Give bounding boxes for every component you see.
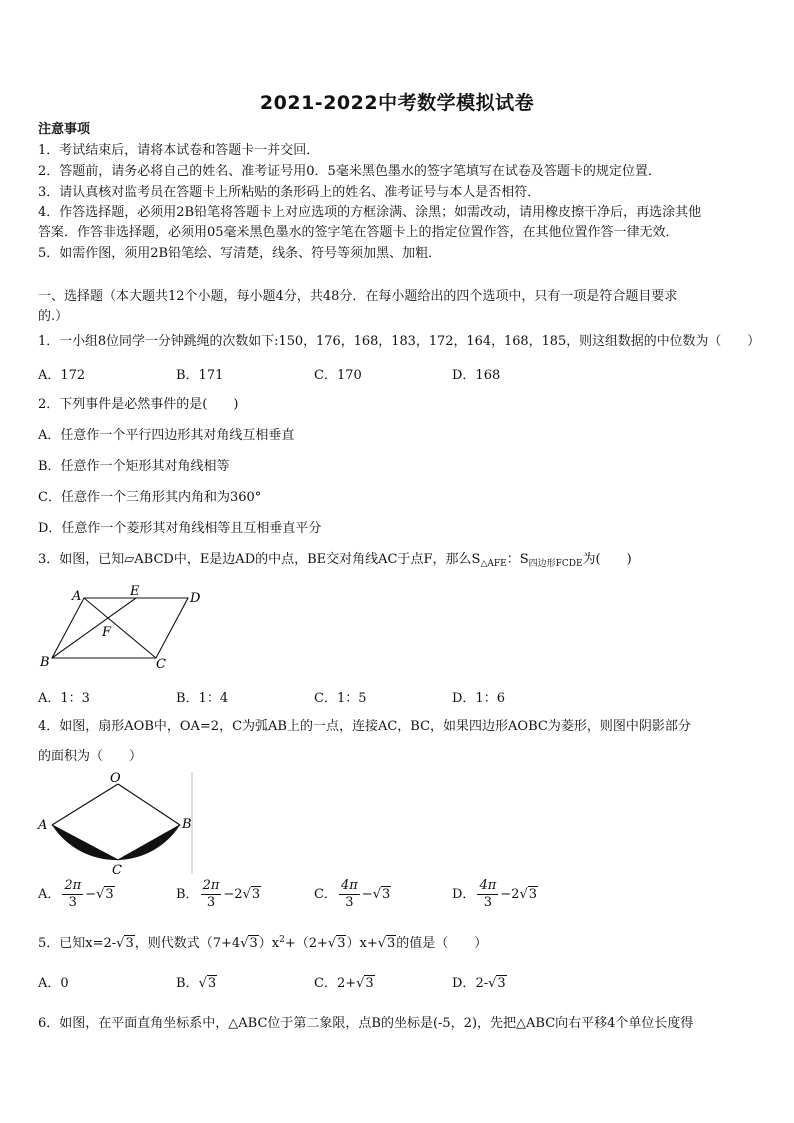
- option-d[interactable]: D．任意作一个菱形其对角线相等且互相垂直平分: [38, 521, 322, 536]
- area-subscript-2: 四边形FCDE: [528, 559, 583, 569]
- fraction: [62, 878, 83, 911]
- stem-part: ）x+: [346, 936, 378, 951]
- option-c[interactable]: C．1：5: [314, 691, 367, 706]
- radicand: 3: [497, 976, 506, 991]
- question-6-stem: 6．如图，在平面直角坐标系中，△ABC位于第二象限，点B的坐标是(-5，2)，先把△ABC向右平移4个单位长度得: [38, 1016, 694, 1031]
- option-a[interactable]: [38, 972, 69, 991]
- square-root: √3: [377, 936, 396, 951]
- question-4-stem: 4．如图，扇形AOB中，OA=2，C为弧AB上的一点，连接AC，BC，如果四边形AOBC为菱形，则图中阴影部分: [38, 719, 691, 734]
- option-c[interactable]: [314, 878, 391, 911]
- label-f: F: [102, 625, 112, 640]
- chord-bc: [118, 825, 180, 860]
- numerator: 4π: [479, 878, 497, 893]
- option-a[interactable]: [38, 878, 115, 911]
- square-root: √3: [116, 936, 134, 951]
- option-a[interactable]: A．1：3: [38, 691, 90, 706]
- radicand: 3: [365, 976, 374, 991]
- question-3-stem: [38, 551, 632, 573]
- question-1-stem: 1．一小组8位同学一分钟跳绳的次数如下:150，176，168，183，172，164，168，185，则这组数据的中位数为（ ）: [38, 334, 761, 349]
- radius-oa: [52, 784, 118, 825]
- radicand: 3: [105, 887, 114, 902]
- radicand: 3: [337, 936, 346, 951]
- operator: −: [223, 887, 235, 902]
- option-letter: A．: [38, 976, 61, 991]
- notice-heading: 注意事项: [38, 122, 91, 137]
- option-a[interactable]: A．任意作一个平行四边形其对角线互相垂直: [38, 428, 295, 443]
- option-letter: B．: [176, 976, 199, 991]
- option-letter: D．: [452, 887, 476, 902]
- option-letter: C．: [314, 887, 337, 902]
- option-letter: A．: [38, 887, 61, 902]
- coefficient: 2: [234, 887, 243, 902]
- radicand: 3: [387, 936, 396, 951]
- square-root: √3: [242, 887, 261, 902]
- option-value: 0: [60, 976, 69, 991]
- square-root: √3: [372, 887, 391, 902]
- stem-part: +（2+: [284, 936, 328, 951]
- radicand: 3: [251, 887, 261, 902]
- radicand: 3: [125, 936, 134, 951]
- option-value: 2-: [475, 976, 489, 991]
- square-root: √3: [327, 936, 346, 951]
- square-root: √3: [519, 887, 538, 902]
- label-c: C: [112, 863, 122, 876]
- stem-part: ，则代数式（7+4: [134, 936, 241, 951]
- notice-item: 2．答题前，请务必将自己的姓名、准考证号用0．5毫米黑色墨水的签字笔填写在试卷及答题卡的规定位置．: [38, 164, 661, 179]
- notice-item: 3．请认真核对监考员在答题卡上所粘贴的条形码上的姓名、准考证号与本人是否相符．: [38, 185, 541, 200]
- stem-part: ）x: [258, 936, 280, 951]
- label-a: A: [72, 589, 82, 604]
- chord-ac: [52, 825, 118, 860]
- square-root: √3: [488, 976, 506, 991]
- area-subscript-1: △AFE: [480, 559, 507, 569]
- square-root: √3: [356, 976, 374, 991]
- label-a: A: [38, 818, 48, 833]
- operator: −: [361, 887, 373, 902]
- question-4-stem-cont: 的面积为（ ）: [38, 749, 143, 764]
- option-b[interactable]: B．任意作一个矩形其对角线相等: [38, 459, 230, 474]
- option-d[interactable]: D．1：6: [452, 691, 505, 706]
- notice-item: 4．作答选择题，必须用2B铅笔将答题卡上对应选项的方框涂满、涂黑；如需改动，请用橡皮擦干净后，再选涂其他: [38, 205, 702, 220]
- notice-item: 5．如需作图，须用2B铅笔绘、写清楚，线条、符号等须加黑、加粗．: [38, 246, 442, 261]
- square-root: √3: [240, 936, 258, 951]
- label-c: C: [156, 657, 166, 672]
- option-letter: C．: [314, 976, 337, 991]
- section-heading-cont: 的.）: [38, 309, 69, 324]
- option-value: 2+: [336, 976, 357, 991]
- label-b: B: [40, 655, 50, 670]
- question-3-stem-b: ：S: [506, 552, 529, 567]
- sector-figure: [34, 770, 196, 876]
- radicand: 3: [207, 976, 217, 991]
- label-o: O: [110, 771, 121, 786]
- question-5-stem: [38, 931, 487, 953]
- square-root: √3: [96, 887, 114, 902]
- fraction: [339, 878, 360, 911]
- option-d[interactable]: D．168: [452, 368, 501, 383]
- option-b[interactable]: B．171: [176, 368, 224, 383]
- option-b[interactable]: [176, 972, 217, 991]
- notice-item: 1．考试结束后，请将本试卷和答题卡一并交回．: [38, 143, 320, 158]
- label-e: E: [130, 584, 140, 599]
- operator: −: [500, 887, 512, 902]
- exponent: 2: [279, 935, 285, 945]
- option-letter: D．: [452, 976, 476, 991]
- question-5-options: [38, 972, 758, 994]
- exam-title: 2021-2022中考数学模拟试卷: [259, 92, 535, 114]
- question-1-options: [38, 364, 758, 386]
- option-c[interactable]: C．任意作一个三角形其内角和为360°: [38, 490, 262, 505]
- label-b: B: [182, 817, 192, 832]
- option-d[interactable]: [452, 972, 507, 991]
- coefficient: 2: [511, 887, 520, 902]
- section-heading: 一、选择题（本大题共12个小题，每小题4分，共48分．在每小题给出的四个选项中，只有一项是符合题目要求: [38, 289, 678, 304]
- radius-ob: [118, 784, 180, 825]
- option-b[interactable]: B．1：4: [176, 691, 229, 706]
- notice-item: 答案．作答非选择题，必须用05毫米黑色墨水的签字笔在答题卡上的指定位置作答，在其他位置作答一律无效．: [38, 225, 679, 240]
- denominator: 3: [345, 895, 354, 910]
- option-b[interactable]: [176, 878, 261, 911]
- operator: −: [85, 887, 97, 902]
- fraction: [201, 878, 222, 911]
- question-4-options: [38, 878, 758, 918]
- question-2-stem: 2．下列事件是必然事件的是( ): [38, 397, 239, 412]
- question-3-options: [38, 687, 758, 709]
- denominator: 3: [483, 895, 492, 910]
- parallelogram-figure: [36, 582, 216, 672]
- numerator: 2π: [202, 878, 220, 893]
- numerator: 4π: [340, 878, 358, 893]
- option-c[interactable]: [314, 972, 375, 991]
- denominator: 3: [206, 895, 216, 910]
- question-3-stem-c: 为( ): [582, 552, 632, 567]
- radicand: 3: [528, 887, 538, 902]
- stem-part: 5．已知x=2-: [38, 936, 117, 951]
- square-root: √3: [198, 976, 217, 991]
- option-d[interactable]: [452, 878, 538, 911]
- option-c[interactable]: C．170: [314, 368, 362, 383]
- radicand: 3: [249, 936, 258, 951]
- denominator: 3: [68, 895, 77, 910]
- radicand: 3: [381, 887, 391, 902]
- label-d: D: [190, 591, 201, 606]
- fraction: [477, 878, 498, 911]
- question-3-stem-a: 3．如图，已知▱ABCD中，E是边AD的中点，BE交对角线AC于点F，那么S: [38, 552, 481, 567]
- numerator: 2π: [64, 878, 82, 893]
- option-a[interactable]: A．172: [38, 368, 86, 383]
- option-letter: B．: [176, 887, 199, 902]
- stem-part: 的值是（ ）: [396, 936, 488, 951]
